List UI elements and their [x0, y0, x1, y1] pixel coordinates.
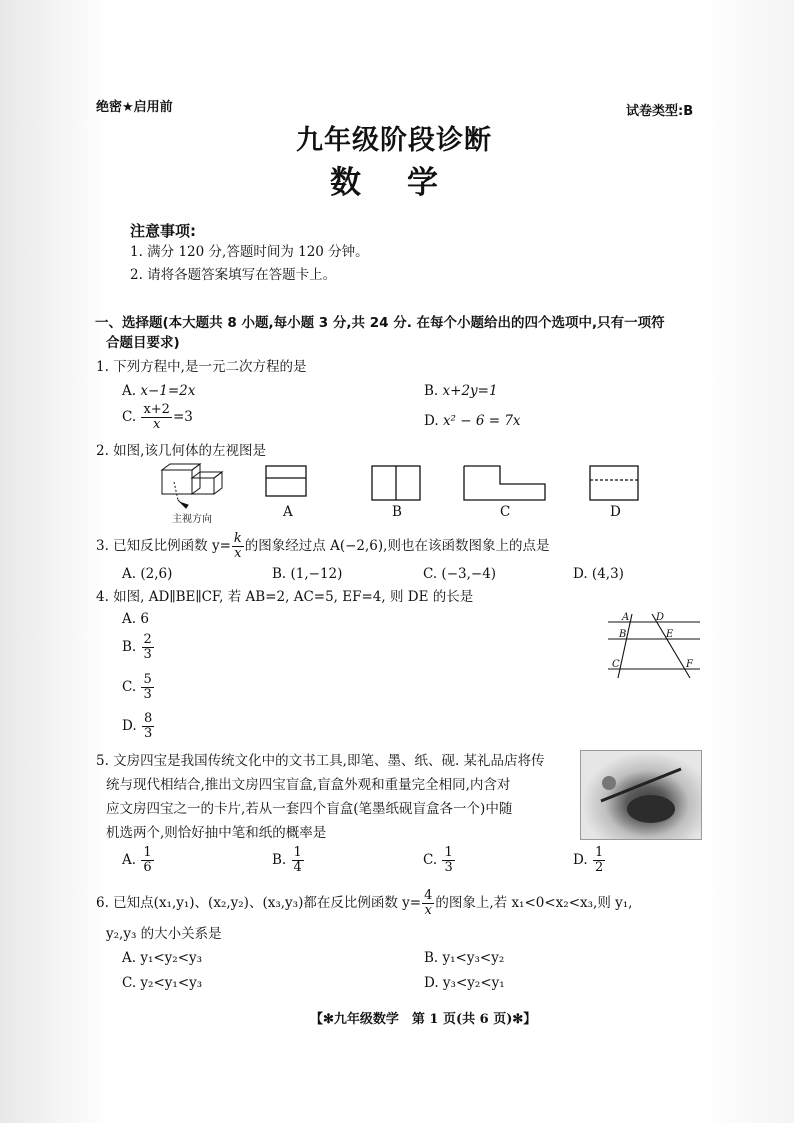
q5-option-b: B. $\frac{1}{4}$: [272, 845, 302, 875]
view-direction-label: 主视方向: [172, 514, 212, 525]
page-footer: 【✻九年级数学 第 1 页(共 6 页)✻】: [310, 1012, 537, 1027]
section-heading: 一、选择题(本大题共 8 小题,每小题 3 分,共 24 分. 在每个小题给出的四个选项中,只有一项符: [95, 315, 665, 331]
fig-label-b: B: [619, 629, 627, 640]
q5-option-d: D. $\frac{1}{2}$: [573, 845, 604, 875]
paper-type-label: 试卷类型:B: [626, 104, 694, 119]
notice-heading: 注意事项:: [130, 222, 196, 240]
question-5-line: 机选两个,则恰好抽中笔和纸的概率是: [106, 825, 327, 841]
subject-title: 数学: [330, 165, 484, 201]
q4-option-d: D. $\frac{8}{3}$: [122, 711, 153, 741]
q6-option-c: C. y₂<y₁<y₃: [122, 975, 203, 991]
q3-option-a: A. (2,6): [122, 566, 173, 582]
q6-option-a: A. y₁<y₂<y₃: [122, 950, 203, 966]
q3-option-b: B. (1,−12): [272, 566, 343, 582]
option-d-figure: [590, 466, 638, 500]
question-5-line: 应文房四宝之一的卡片,若从一套四个盲盒(笔墨纸砚盲盒各一个)中随: [106, 801, 513, 817]
question-3-stem: 3. 已知反比例函数 y= $\frac{k}{x}$ 的图象经过点 A(−2,6),则也在该函数图象上的点是: [96, 531, 550, 561]
q4-option-b: B. $\frac{2}{3}$: [122, 632, 152, 662]
q5-option-c: C. $\frac{1}{3}$: [423, 845, 453, 875]
q1-option-c: C. $\frac{x+2}{x}$ =3: [122, 402, 193, 432]
q1-option-a: A. x−1=2x: [122, 383, 196, 399]
photo-sketch: [581, 751, 701, 839]
q4-parallel-lines-figure: [604, 610, 704, 682]
question-2-stem: 2. 如图,该几何体的左视图是: [96, 443, 266, 459]
question-1-stem: 1. 下列方程中,是一元二次方程的是: [96, 359, 307, 375]
q5-option-a: A. $\frac{1}{6}$: [122, 845, 152, 875]
q2-label-b: B: [392, 504, 402, 520]
fig-label-c: C: [612, 659, 620, 670]
page-title: 九年级阶段诊断: [296, 125, 492, 156]
q1-option-d: D. x² − 6 = 7x: [424, 413, 521, 429]
fig-label-e: E: [666, 629, 674, 640]
q3-option-d: D. (4,3): [573, 566, 624, 582]
q1-option-b: B. x+2y=1: [424, 383, 498, 399]
question-6-stem-cont: y₂,y₃ 的大小关系是: [106, 926, 222, 942]
confidential-label: 绝密★启用前: [96, 100, 173, 115]
fig-label-f: F: [686, 659, 693, 670]
four-treasures-photo: [580, 750, 702, 840]
solid-figure: [162, 464, 222, 508]
notice-item: 2. 请将各题答案填写在答题卡上。: [130, 267, 337, 283]
q2-label-c: C: [500, 504, 511, 520]
fig-label-d: D: [656, 612, 665, 623]
q2-label-a: A: [283, 504, 293, 520]
question-5-line: 统与现代相结合,推出文房四宝盲盒,盲盒外观和重量完全相同,内含对: [106, 777, 511, 793]
q2-label-d: D: [610, 504, 621, 520]
option-b-figure: [372, 466, 420, 500]
q4-option-c: C. $\frac{5}{3}$: [122, 672, 152, 702]
q3-option-c: C. (−3,−4): [423, 566, 497, 582]
question-5-line: 5. 文房四宝是我国传统文化中的文书工具,即笔、墨、纸、砚. 某礼品店将传: [96, 753, 545, 769]
q4-option-a: A. 6: [122, 611, 149, 627]
option-c-figure: [464, 466, 545, 500]
option-a-figure: [266, 466, 306, 496]
question-4-stem: 4. 如图, AD∥BE∥CF, 若 AB=2, AC=5, EF=4, 则 DE 的长是: [96, 589, 474, 605]
q6-option-d: D. y₃<y₂<y₁: [424, 975, 505, 991]
section-heading-cont: 合题目要求): [106, 335, 180, 351]
fig-label-a: A: [622, 612, 630, 623]
question-6-stem: 6. 已知点(x₁,y₁)、(x₂,y₂)、(x₃,y₃)都在反比例函数 y= $\frac{4}{x}$ 的图象上,若 x₁<0<x₂<x₃,则 y₁,: [96, 888, 633, 918]
notice-item: 1. 满分 120 分,答题时间为 120 分钟。: [130, 244, 369, 260]
q6-option-b: B. y₁<y₃<y₂: [424, 950, 505, 966]
